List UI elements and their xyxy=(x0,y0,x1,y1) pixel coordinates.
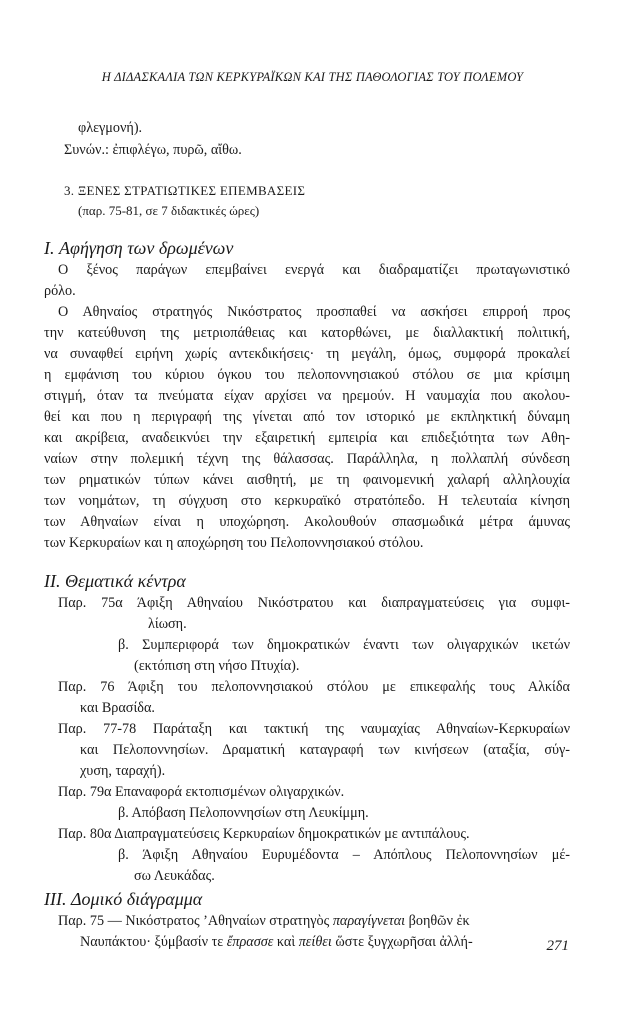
part1-para2-line: στιγμή, όταν τα πνεύματα είχαν αρχίσει να ηρεμούν. Η ναυμαχία που ακολου- xyxy=(44,388,570,404)
part1-para2-line: η εμφάνιση του κύριου όγκου του πελοποννησιακού στόλου σε μια κρίσιμη xyxy=(44,367,570,383)
theme-line: Παρ. 76 Άφιξη του πελοποννησιακού στόλου με επικεφαλής τους Αλκίδα xyxy=(58,679,570,695)
section-title: 3. ΞΕΝΕΣ ΣΤΡΑΤΙΩΤΙΚΕΣ ΕΠΕΜΒΑΣΕΙΣ xyxy=(64,183,306,198)
theme-line: Παρ. 77-78 Παράταξη και τακτική της ναυμαχίας Αθηναίων-Κερκυραίων xyxy=(58,721,570,737)
theme-line: Παρ. 80α Διαπραγματεύσεις Κερκυραίων δημοκρατικών με αντιπάλους. xyxy=(58,826,470,842)
part1-para2-line: την κατεύθυνση της μετριοπάθειας και κατορθώνει, με διαλλακτική πολιτική, xyxy=(44,325,570,341)
part1-para1-line: Ο ξένος παράγων επεμβαίνει ενεργά και διαδραματίζει πρωταγωνιστικό xyxy=(58,262,570,278)
page-number: 271 xyxy=(546,938,569,954)
theme-line: σω Λευκάδας. xyxy=(134,868,215,884)
theme-line: λίωση. xyxy=(148,616,187,632)
theme-line: β. Συμπεριφορά των δημοκρατικών έναντι των ολιγαρχικών ικετών xyxy=(118,637,570,653)
intro-line-2: Συνών.: ἐπιφλέγω, πυρῶ, αἴθω. xyxy=(64,142,242,158)
theme-line: β. Απόβαση Πελοποννησίων στη Λευκίμμη. xyxy=(118,805,369,821)
structure-line-1: Παρ. 75 — Νικόστρατος ’Αθηναίων στρατηγὸς παραγίγνεται βοηθῶν ἐκ xyxy=(58,913,470,929)
part2-heading: II. Θεματικά κέντρα xyxy=(44,571,186,591)
part1-para2-line: των Αθηναίων είναι η υποχώρηση. Ακολουθούν σπασμωδικά μέτρα άμυνας xyxy=(44,514,570,530)
theme-line: και Πελοποννησίων. Δραματική καταγραφή των κινήσεων (αταξία, σύγ- xyxy=(80,742,570,758)
section-subtitle: (παρ. 75-81, σε 7 διδακτικές ώρες) xyxy=(78,203,260,218)
part1-para2-line: να συναφθεί ειρήνη χωρίς αντεκδικήσεις· τη μεγάλη, όμως, συμφορά προκαλεί xyxy=(44,346,570,362)
part1-heading: I. Αφήγηση των δρωμένων xyxy=(44,238,234,258)
part1-para2-line: των ρηματικών τύπων κάνει αισθητή, με τη φαινομενική χαλαρή αλληλουχία xyxy=(44,472,570,488)
part1-para2-line: και ακρίβεια, αναδεικνύει την εξαιρετική εμπειρία και επιδεξιότητα των Αθη- xyxy=(44,430,570,446)
part1-para2-line: ναίων στην πολεμική τέχνη της θάλασσας. Παράλληλα, η πολλαπλή σύνδεση xyxy=(44,451,570,467)
theme-line: Παρ. 79α Επαναφορά εκτοπισμένων ολιγαρχικών. xyxy=(58,784,345,800)
part3-heading: III. Δομικό διάγραμμα xyxy=(44,889,203,909)
theme-line: Παρ. 75α Άφιξη Αθηναίου Νικόστρατου και διαπραγματεύσεις για συμφι- xyxy=(58,595,570,611)
theme-line: (εκτόπιση στη νήσο Πτυχία). xyxy=(134,658,300,674)
part1-para2-line: Ο Αθηναίος στρατηγός Νικόστρατος προσπαθεί να ασκήσει επιρροή προς xyxy=(58,304,570,320)
part1-para1-line: ρόλο. xyxy=(44,283,76,299)
running-head: Η ΔΙΔΑΣΚΑΛΙΑ ΤΩΝ ΚΕΡΚΥΡΑΪΚΩΝ ΚΑΙ ΤΗΣ ΠΑΘΟΛΟΓΙΑΣ ΤΟΥ ΠΟΛΕΜΟΥ xyxy=(101,70,524,84)
part1-para2-line: θεί και που η περιγραφή της γίνεται από τον ιστορικό με εκπληκτική δύναμη xyxy=(44,409,570,425)
theme-line: και Βρασίδα. xyxy=(80,700,155,716)
structure-line-2: Ναυπάκτου· ξύμβασίν τε ἔπρασσε καὶ πείθει ὥστε ξυγχωρῆσαι ἀλλή- xyxy=(80,934,473,950)
intro-line-1: φλεγμονή). xyxy=(78,120,143,136)
part1-para2-line: των νοημάτων, τη σύγχυση στο κερκυραϊκό στρατόπεδο. Η τελευταία κίνηση xyxy=(44,493,570,509)
theme-line: β. Άφιξη Αθηναίου Ευρυμέδοντα – Απόπλους Πελοποννησίων μέ- xyxy=(118,847,570,863)
part1-para2-line: των Κερκυραίων και η αποχώρηση του Πελοποννησιακού στόλου. xyxy=(44,535,424,551)
theme-line: χυση, ταραχή). xyxy=(80,763,166,779)
